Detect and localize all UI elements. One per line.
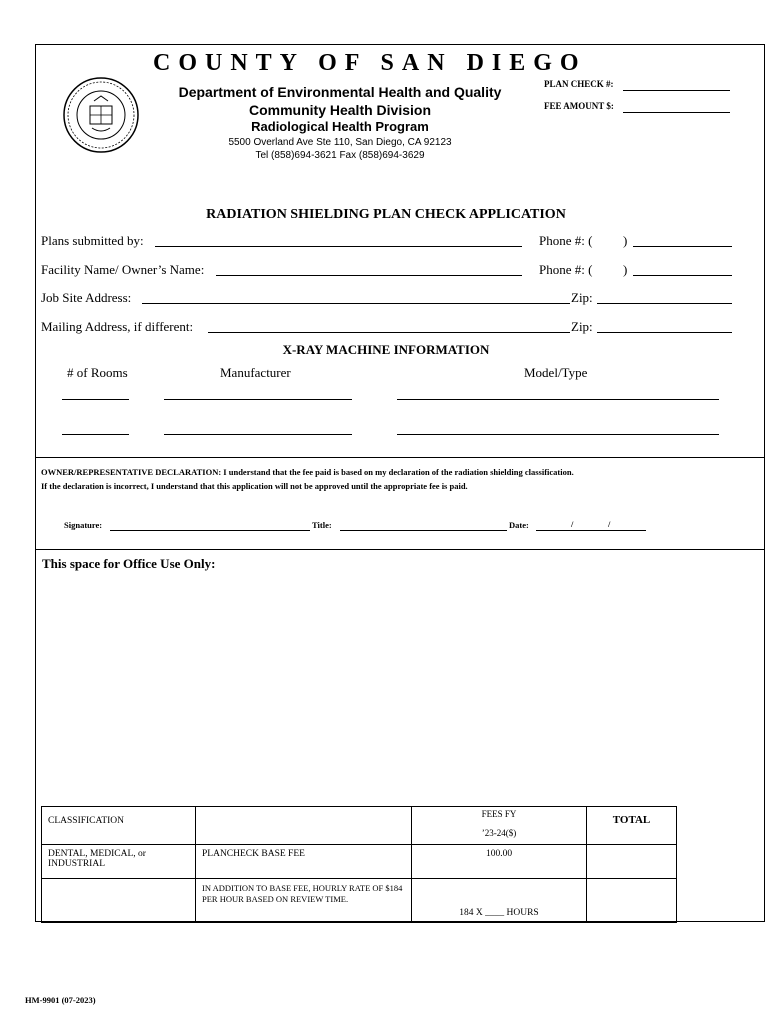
phone-fax: Tel (858)694-3621 Fax (858)694-3629: [255, 150, 425, 161]
hourly-fee-cell: 184 X ____ HOURS: [412, 879, 587, 923]
form-title: RADIATION SHIELDING PLAN CHECK APPLICATION: [206, 207, 566, 222]
mailing-address-label: Mailing Address, if different:: [41, 319, 194, 334]
base-fee-amount: 100.00: [412, 845, 587, 879]
facility-label: Facility Name/ Owner’s Name:: [41, 262, 205, 277]
street-address: 5500 Overland Ave Ste 110, San Diego, CA 92123: [228, 137, 452, 148]
program-name: Radiological Health Program: [251, 119, 429, 134]
declaration-line-2: If the declaration is incorrect, I understand that this application will not be approved until the appropriate fee is paid.: [41, 481, 468, 491]
signature-label: Signature:: [64, 520, 103, 530]
job-site-field[interactable]: [142, 303, 570, 304]
date-separator-1: /: [571, 519, 574, 529]
mailing-address-field[interactable]: [208, 332, 570, 333]
date-label: Date:: [509, 520, 529, 530]
classification-cell: DENTAL, MEDICAL, or INDUSTRIAL: [42, 845, 196, 879]
fees-header-line1: FEES FY: [481, 809, 517, 819]
department-line: Department of Environmental Health and Quality: [178, 84, 502, 100]
zip-field-2[interactable]: [597, 332, 732, 333]
title-field[interactable]: [340, 530, 507, 531]
manufacturer-field-2[interactable]: [164, 434, 352, 435]
table-row: [42, 879, 677, 923]
base-fee-cell: PLANCHECK BASE FEE: [196, 845, 412, 879]
county-title: COUNTY OF SAN DIEGO: [153, 50, 587, 76]
classification-empty-cell: [42, 879, 196, 923]
base-fee-total[interactable]: [587, 845, 677, 879]
fee-amount-label: FEE AMOUNT $:: [544, 101, 614, 111]
model-column-header: Model/Type: [524, 365, 588, 380]
date-separator-2: /: [608, 519, 611, 529]
facility-field[interactable]: [216, 275, 522, 276]
phone-label-2: Phone #: (: [539, 262, 593, 277]
division-line: Community Health Division: [248, 102, 432, 118]
office-use-label: This space for Office Use Only:: [42, 556, 216, 571]
job-site-label: Job Site Address:: [41, 290, 132, 305]
manufacturer-field-1[interactable]: [164, 399, 352, 400]
plans-submitted-label: Plans submitted by:: [41, 233, 144, 248]
total-header: TOTAL: [587, 807, 677, 845]
fee-table: [41, 806, 677, 923]
signature-field[interactable]: [110, 530, 310, 531]
zip-label-2: Zip:: [571, 319, 593, 334]
fee-amount-field[interactable]: [623, 112, 730, 113]
fees-header: [412, 807, 587, 845]
phone-field[interactable]: [633, 246, 732, 247]
hourly-rate-cell: IN ADDITION TO BASE FEE, HOURLY RATE OF $184 PER HOUR BASED ON REVIEW TIME.: [196, 879, 412, 923]
table-row: [42, 845, 677, 879]
phone-paren-2: ): [623, 262, 628, 277]
table-row: [42, 807, 677, 845]
xray-heading: X-RAY MACHINE INFORMATION: [282, 342, 490, 357]
model-field-1[interactable]: [397, 399, 719, 400]
classification-header: CLASSIFICATION: [42, 807, 196, 845]
section-divider: [35, 549, 765, 550]
rooms-field-1[interactable]: [62, 399, 129, 400]
rooms-field-2[interactable]: [62, 434, 129, 435]
title-label: Title:: [312, 520, 332, 530]
declaration-divider: [35, 457, 765, 458]
model-field-2[interactable]: [397, 434, 719, 435]
form-number: HM-9901 (07-2023): [25, 995, 96, 1005]
manufacturer-column-header: Manufacturer: [220, 365, 291, 380]
description-header: [196, 807, 412, 845]
plans-submitted-field[interactable]: [155, 246, 522, 247]
fees-header-line2: ’23-24($): [481, 828, 517, 838]
phone-paren: ): [623, 233, 628, 248]
county-seal-icon: [62, 76, 140, 154]
plan-check-field[interactable]: [623, 90, 730, 91]
date-field[interactable]: [536, 530, 646, 531]
phone-label: Phone #: (: [539, 233, 593, 248]
declaration-line-1: OWNER/REPRESENTATIVE DECLARATION: I understand that the fee paid is based on my declaration of the radiation shielding classification.: [41, 467, 574, 477]
zip-label: Zip:: [571, 290, 593, 305]
rooms-column-header: # of Rooms: [67, 365, 128, 380]
hourly-total[interactable]: [587, 879, 677, 923]
program-address: [160, 136, 520, 162]
zip-field[interactable]: [597, 303, 732, 304]
phone-field-2[interactable]: [633, 275, 732, 276]
department-name: [160, 83, 520, 119]
plan-check-label: PLAN CHECK #:: [544, 79, 614, 89]
